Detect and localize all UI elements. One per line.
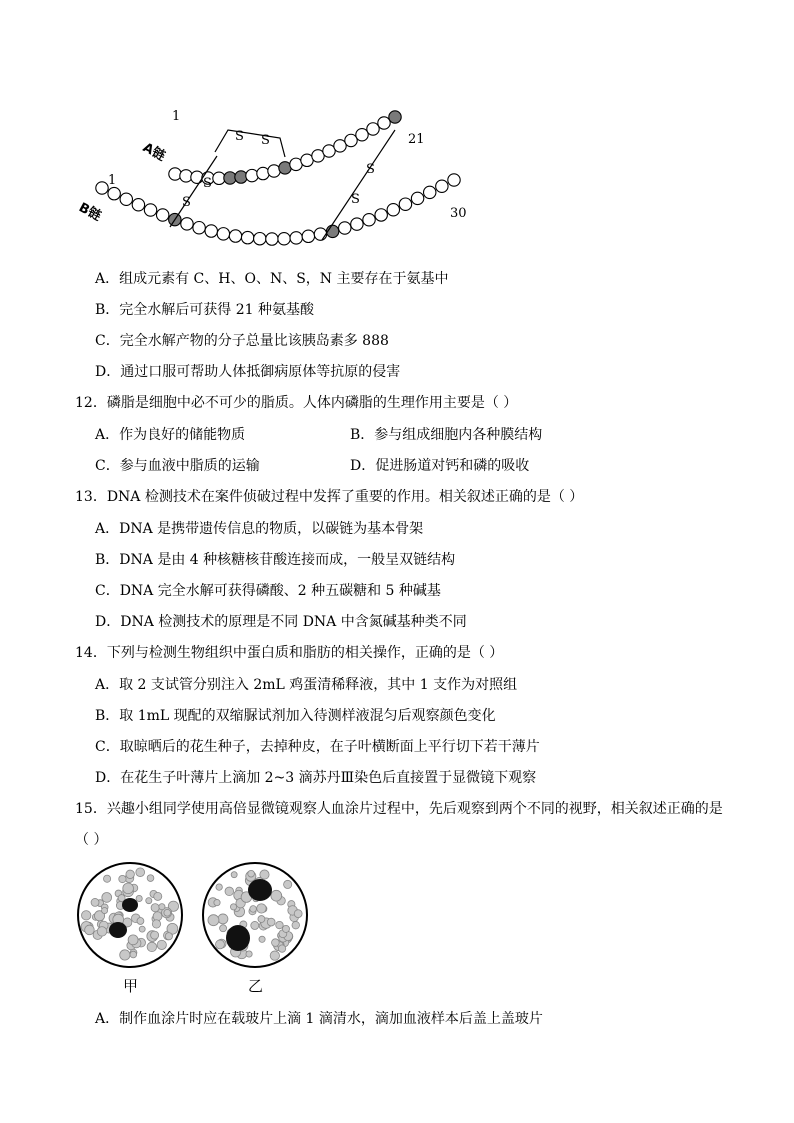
amino-acid-bead (266, 233, 278, 245)
q12-option-b: B．参与组成细胞内各种膜结构 (350, 427, 543, 443)
blood-cell (225, 887, 234, 896)
blood-cell (259, 936, 265, 942)
blood-cell (119, 875, 126, 882)
amino-acid-bead (257, 167, 269, 179)
blood-cell (152, 920, 160, 928)
blood-cell (208, 915, 219, 926)
blood-cell (271, 890, 282, 901)
blood-cell (130, 951, 137, 958)
amino-acid-bead (235, 171, 247, 183)
blood-cell (292, 921, 300, 929)
blood-cell (294, 910, 302, 918)
amino-acid-bead (302, 230, 314, 242)
bond-s-2: S (261, 133, 270, 148)
blood-cell (214, 899, 220, 905)
q14-option-a: A．取 2 支试管分别注入 2mL 鸡蛋清稀释液，其中 1 支作为对照组 (95, 677, 518, 693)
amino-acid-bead (314, 228, 326, 240)
amino-acid-bead (345, 134, 357, 146)
blood-cell (123, 883, 134, 894)
bond-s-4: S (182, 195, 191, 210)
amino-acid-bead (363, 214, 375, 226)
amino-acid-bead (108, 187, 120, 199)
blood-cell (246, 951, 252, 957)
blood-cell (91, 898, 99, 906)
insulin-structure-figure (70, 100, 490, 265)
amino-acid-bead (217, 228, 229, 240)
amino-acid-bead (229, 230, 241, 242)
white-blood-cell-nucleus (248, 879, 272, 901)
blood-cell (151, 931, 159, 939)
blood-cell (136, 895, 142, 901)
amino-acid-bead (356, 129, 368, 141)
blood-cell (248, 870, 255, 877)
blood-cell (258, 916, 265, 923)
chain-a-start: 1 (172, 109, 181, 124)
blood-cell (82, 911, 91, 920)
q13-option-c: C．DNA 完全水解可获得磷酸、2 种五碳糖和 5 种碱基 (95, 583, 441, 599)
q15-paren: （ ） (75, 832, 108, 848)
q11-option-a: A．组成元素有 C、H、O、N、S，N 主要存在于氨基中 (95, 271, 449, 287)
blood-cell (139, 926, 145, 932)
chain-b-start: 1 (108, 173, 117, 188)
blood-cell (146, 898, 152, 904)
amino-acid-bead (180, 170, 192, 182)
white-blood-cell-nucleus (109, 922, 127, 938)
blood-cell (278, 945, 285, 952)
amino-acid-bead (367, 123, 379, 135)
amino-acid-bead (387, 204, 399, 216)
bond-s-6: S (351, 192, 360, 207)
amino-acid-bead (448, 174, 460, 186)
microscope-views-figure (70, 860, 320, 970)
blood-cell (270, 951, 279, 960)
chain-a-label: A链 (140, 140, 168, 165)
q12-option-c: C．参与血液中脂质的运输 (95, 458, 260, 474)
q13-option-b: B．DNA 是由 4 种核糖核苷酸连接而成，一般呈双链结构 (95, 552, 456, 568)
blood-cell (164, 909, 171, 916)
blood-cell (104, 875, 111, 882)
blood-cell (272, 939, 280, 947)
amino-acid-bead (389, 111, 401, 123)
blood-cell (97, 927, 107, 937)
view-jia (78, 863, 182, 967)
amino-acid-bead (290, 232, 302, 244)
amino-acid-bead (132, 199, 144, 211)
amino-acid-bead (169, 168, 181, 180)
amino-acid-bead (378, 117, 390, 129)
blood-cell (102, 893, 112, 903)
amino-acid-bead (144, 204, 156, 216)
q12-option-d: D．促进肠道对钙和磷的吸收 (350, 458, 530, 474)
blood-cell (216, 940, 225, 949)
blood-cell (102, 907, 108, 913)
amino-acid-bead (254, 232, 266, 244)
blood-cell (147, 875, 154, 882)
blood-cell (85, 925, 95, 935)
amino-acid-bead (399, 198, 411, 210)
amino-acid-bead (339, 222, 351, 234)
amino-acid-bead (268, 165, 280, 177)
blood-cell (159, 904, 165, 910)
chain-b-label: B链 (76, 200, 104, 225)
blood-cell (128, 935, 138, 945)
amino-acid-bead (96, 182, 108, 194)
amino-acid-bead (436, 180, 448, 192)
amino-acid-bead (193, 222, 205, 234)
amino-acid-bead (205, 225, 217, 237)
blood-cell (126, 870, 135, 879)
amino-acid-bead (411, 192, 423, 204)
amino-acid-bead (120, 193, 132, 205)
view-label-yi: 乙 (248, 977, 264, 995)
amino-acid-bead (278, 233, 290, 245)
amino-acid-bead (241, 231, 253, 243)
intra-chain-bond (215, 130, 285, 157)
q14-option-c: C．取晾晒后的花生种子，去掉种皮，在子叶横断面上平行切下若干薄片 (95, 739, 540, 755)
amino-acid-bead (424, 186, 436, 198)
bond-s-3: S (203, 176, 212, 191)
inter-bond-left (170, 156, 217, 227)
blood-cell (250, 906, 257, 913)
blood-cell (137, 918, 144, 925)
q13-option-a: A．DNA 是携带遗传信息的物质，以碳链为基本骨架 (95, 521, 424, 537)
q13-option-d: D．DNA 检测技术的原理是不同 DNA 中含氮碱基种类不同 (95, 614, 467, 630)
chain-b-beads (96, 174, 460, 245)
amino-acid-bead (375, 209, 387, 221)
q12-stem: 12．磷脂是细胞中必不可少的脂质。人体内磷脂的生理作用主要是（ ） (75, 395, 518, 411)
blood-cell (157, 940, 166, 949)
blood-cell (230, 904, 236, 910)
blood-cell (276, 921, 283, 928)
amino-acid-bead (246, 169, 258, 181)
blood-cell (251, 921, 259, 929)
q14-option-b: B．取 1mL 现配的双缩脲试剂加入待测样液混匀后观察颜色变化 (95, 708, 496, 724)
blood-cell (284, 880, 292, 888)
blood-cell (147, 942, 156, 951)
view-yi (203, 863, 307, 967)
blood-cell (220, 925, 227, 932)
blood-cell (216, 884, 222, 890)
amino-acid-bead (351, 218, 363, 230)
q13-stem: 13．DNA 检测技术在案件侦破过程中发挥了重要的作用。相关叙述正确的是（ ） (75, 489, 584, 505)
bond-s-1: S (235, 129, 244, 144)
blood-cell (120, 950, 130, 960)
blood-cell (154, 892, 162, 900)
blood-cell (257, 904, 266, 913)
blood-cell (282, 925, 289, 932)
blood-cell (151, 904, 159, 912)
chain-a-end: 21 (408, 132, 425, 147)
q11-option-d: D．通过口服可帮助人体抵御病原体等抗原的侵害 (95, 364, 401, 380)
blood-cell (165, 933, 172, 940)
amino-acid-bead (156, 209, 168, 221)
white-blood-cell-nucleus (122, 898, 138, 912)
blood-cell (231, 872, 237, 878)
view-label-jia: 甲 (123, 977, 139, 995)
q11-option-b: B．完全水解后可获得 21 种氨基酸 (95, 302, 315, 318)
blood-cell (218, 914, 228, 924)
blood-cell (267, 918, 275, 926)
blood-cell (136, 868, 145, 877)
amino-acid-bead (181, 218, 193, 230)
bond-s-5: S (366, 162, 375, 177)
q14-stem: 14．下列与检测生物组织中蛋白质和脂肪的相关操作，正确的是（ ） (75, 645, 504, 661)
q12-option-a: A．作为良好的储能物质 (95, 427, 246, 443)
q11-option-c: C．完全水解产物的分子总量比该胰岛素多 888 (95, 333, 389, 349)
blood-cell (153, 912, 162, 921)
q15-stem: 15．兴趣小组同学使用高倍显微镜观察人血涂片过程中，先后观察到两个不同的视野，相关叙述正确的是 (75, 801, 723, 817)
q14-option-d: D．在花生子叶薄片上滴加 2~3 滴苏丹Ⅲ染色后直接置于显微镜下观察 (95, 770, 537, 786)
white-blood-cell-nucleus (226, 925, 250, 951)
q15-option-a: A．制作血涂片时应在载玻片上滴 1 滴清水，滴加血液样本后盖上盖玻片 (95, 1011, 543, 1027)
chain-b-end: 30 (450, 206, 467, 221)
